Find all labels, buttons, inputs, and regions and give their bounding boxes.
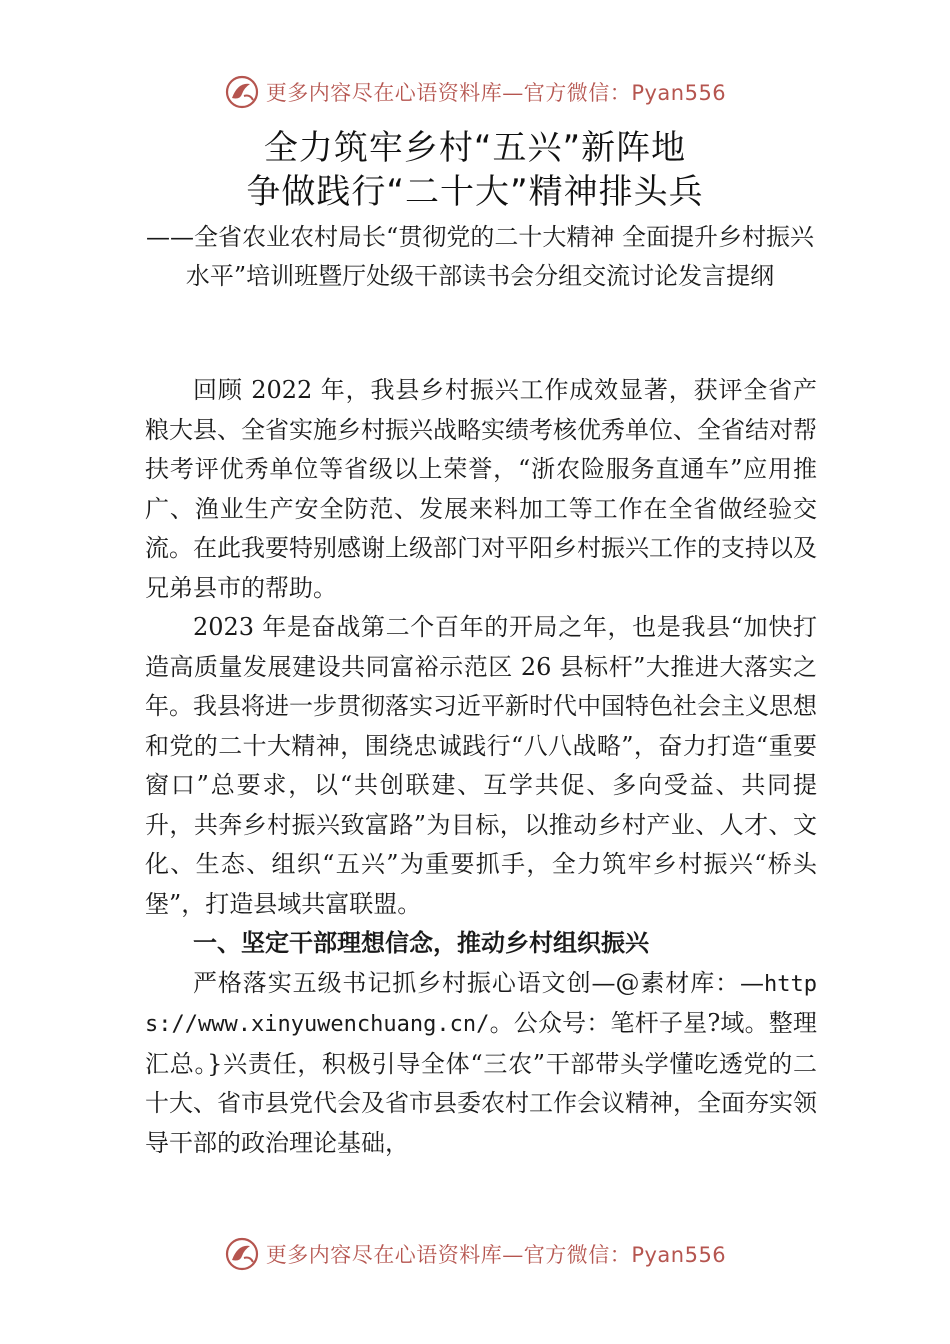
paragraph-3-part-1: 严格落实五级书记抓乡村振心语文创—@素材库：—: [193, 968, 765, 997]
section-heading-1: 一、坚定干部理想信念，推动乡村组织振兴: [193, 929, 649, 957]
document-body: [145, 371, 817, 1163]
header-banner: [0, 72, 950, 112]
paragraph-1: 回顾 2022 年，我县乡村振兴工作成效显著，获评全省产粮大县、全省实施乡村振兴战略实绩考核优秀单位、全省结对帮扶考评优秀单位等省级以上荣誉，“浙农险服务直通车”应用推广、渔业生产安全防范、发展来料加工等工作在全省做经验交流。在此我要特别感谢上级部门对平阳乡村振兴工作的支持以及兄弟县市的帮助。: [145, 376, 817, 602]
paragraph-3: [145, 964, 817, 1164]
paragraph-3-url: https://www.xinyuwenchuang.cn/: [145, 971, 817, 1037]
seal-logo-icon: [224, 1236, 260, 1272]
paragraph-3-part-2: 。公众号：笔杆子星?域。整理汇总。}兴责任，积极引导全体“三农”干部带头学懂吃透党的二十大、省市县党代会及省市县委农村工作会议精神，全面夯实领导干部的政治理论基础，: [145, 1009, 817, 1157]
footer-banner-text: 更多内容尽在心语资料库—官方微信：Pyan556: [265, 1243, 727, 1267]
title-line-1: 全力筑牢乡村“五兴”新阵地: [263, 128, 687, 168]
seal-logo-icon: [224, 74, 260, 110]
footer-banner: [0, 1234, 950, 1274]
title-line-2: 争做践行“二十大”精神排头兵: [246, 172, 704, 212]
document-title: [0, 126, 950, 214]
document-subtitle: ——全省农业农村局长“贯彻党的二十大精神 全面提升乡村振兴水平”培训班暨厅处级干部读书会分组交流讨论发言提纲: [146, 223, 814, 290]
paragraph-2: 2023 年是奋战第二个百年的开局之年，也是我县“加快打造高质量发展建设共同富裕示范区 26 县标杆”大推进大落实之年。我县将进一步贯彻落实习近平新时代中国特色社会主义思想和党的二十大精神，围绕忠诚践行“八八战略”，奋力打造“重要窗口”总要求，以“共创联建、互学共促、多向受益、共同提升，共奔乡村振兴致富路”为目标，以推动乡村产业、人才、文化、生态、组织“五兴”为重要抓手，全力筑牢乡村振兴“桥头堡”，打造县域共富联盟。: [145, 613, 817, 918]
header-banner-text: 更多内容尽在心语资料库—官方微信：Pyan556: [265, 81, 727, 105]
